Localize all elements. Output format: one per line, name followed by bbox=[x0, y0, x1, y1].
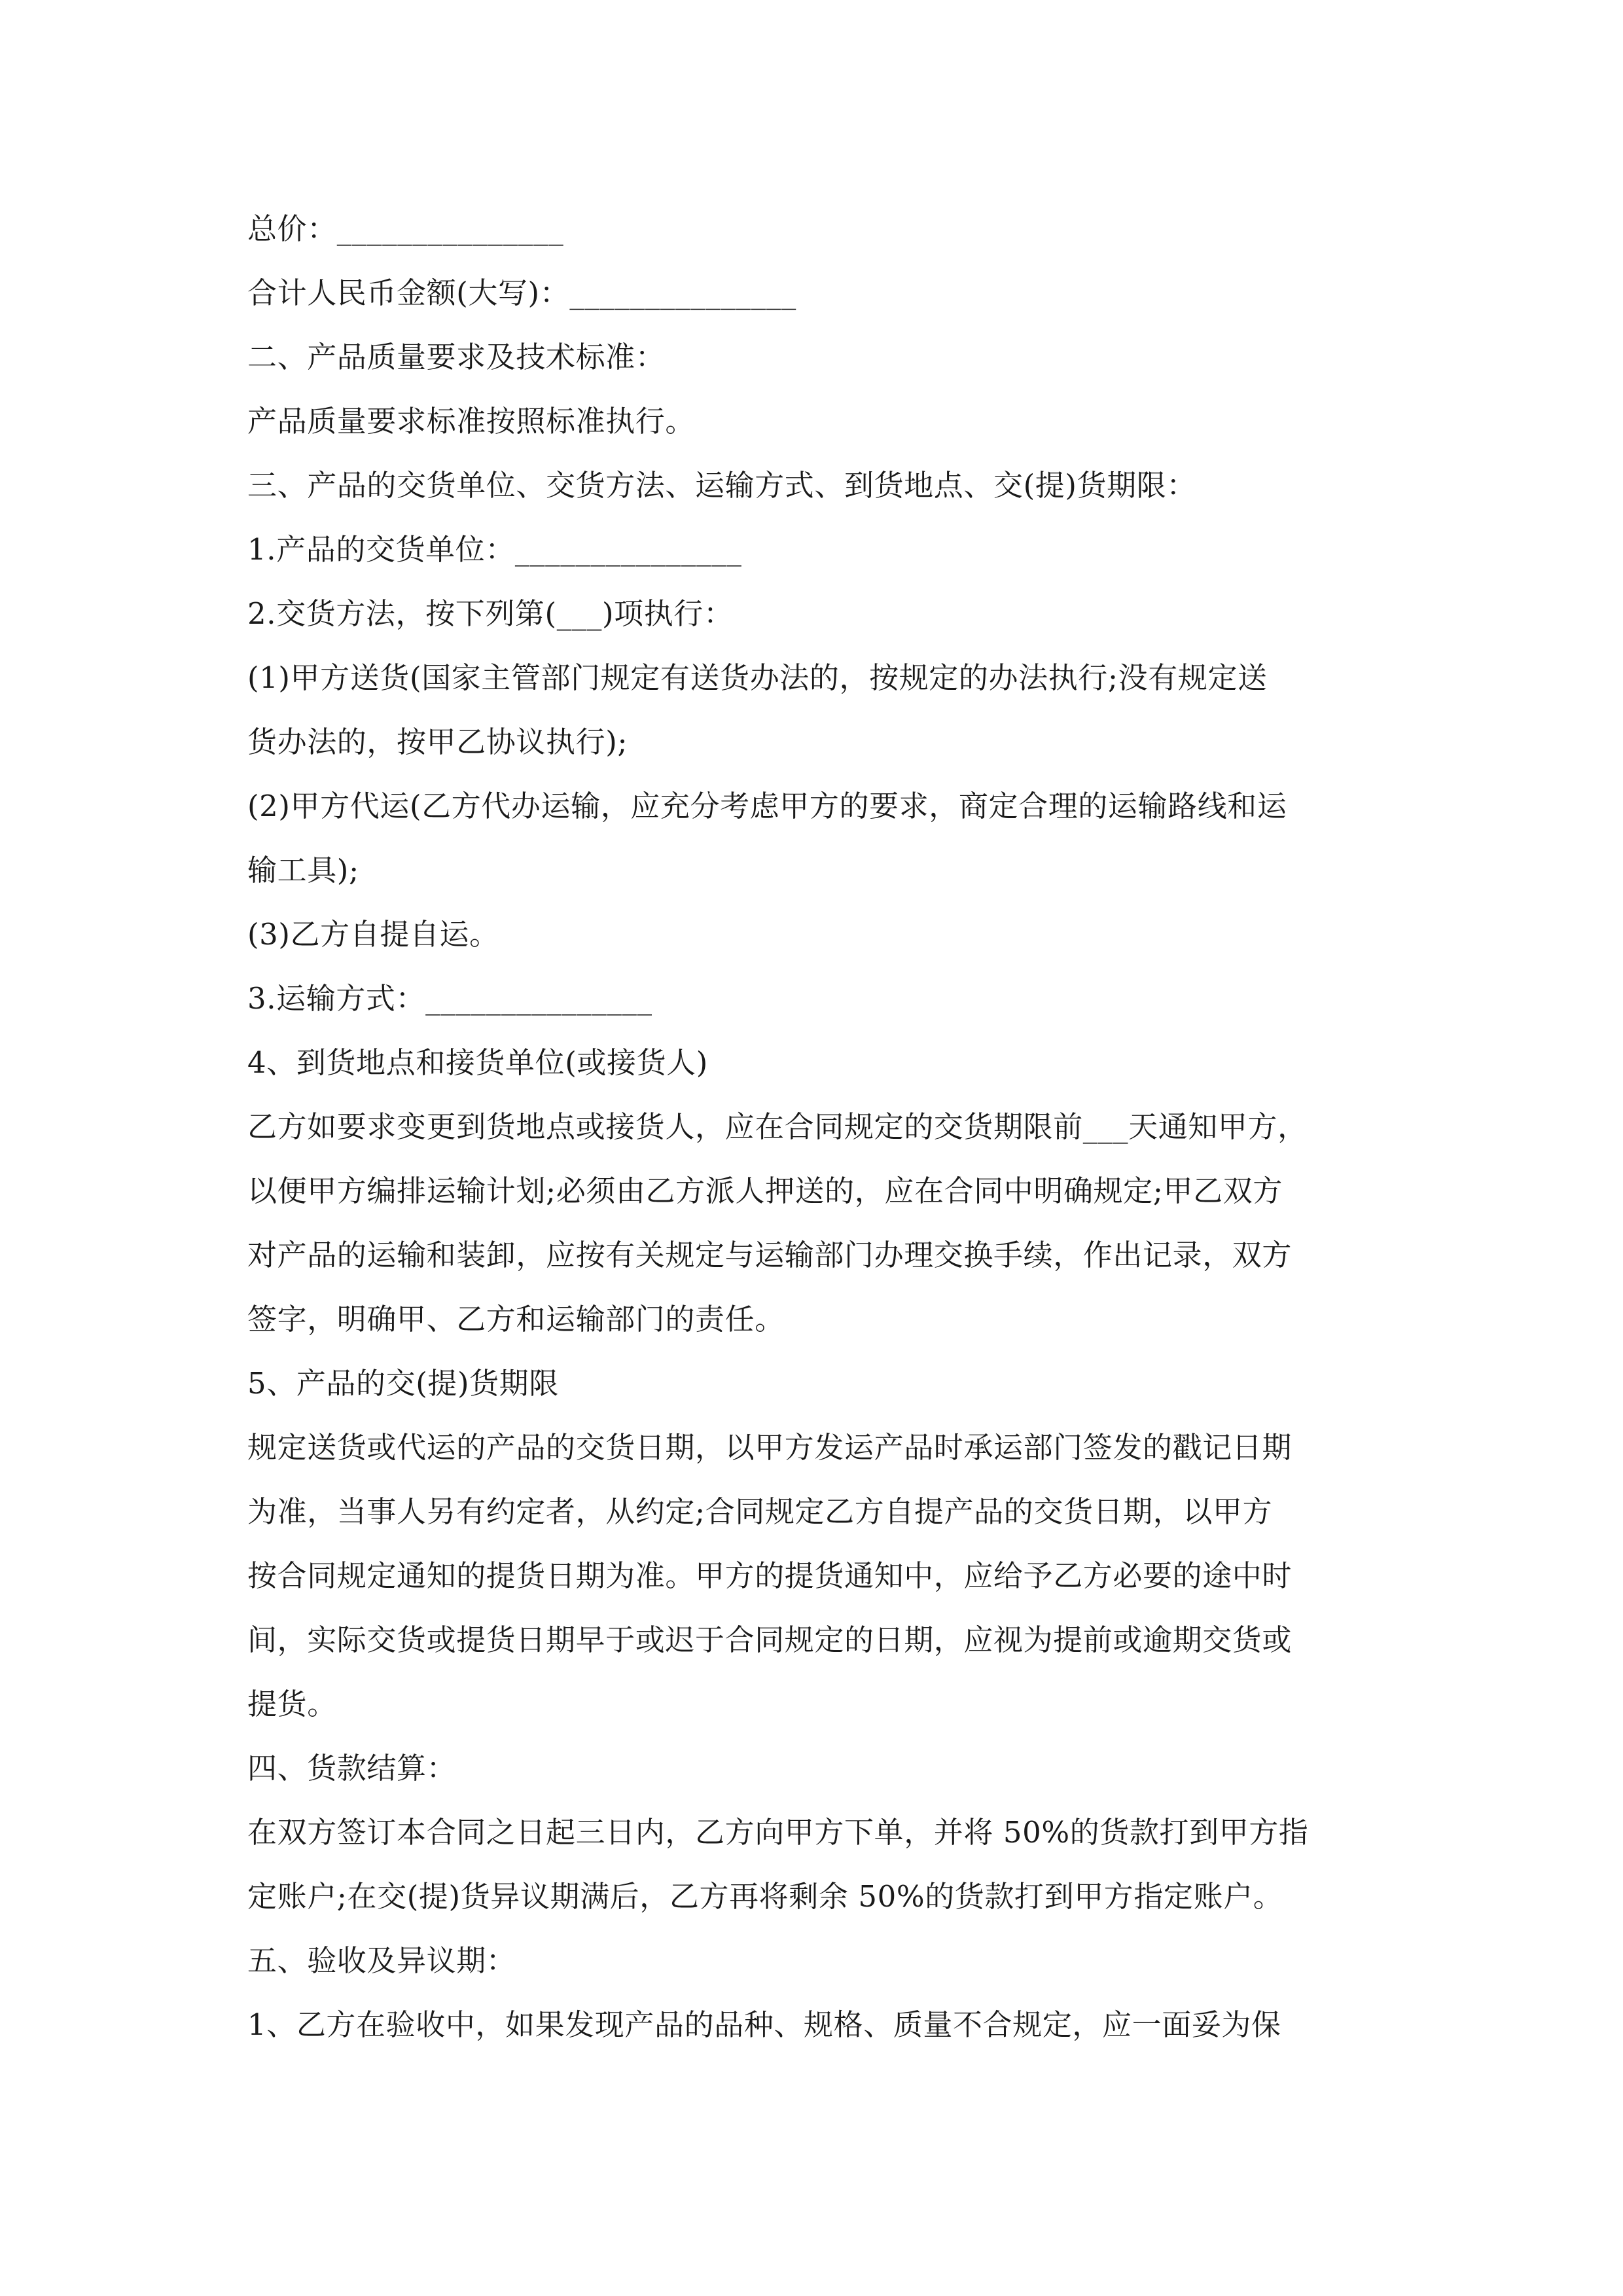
text-line: 签字，明确甲、乙方和运输部门的责任。 bbox=[247, 1302, 785, 1336]
text-line: 2.交货方法，按下列第(___)项执行： bbox=[247, 596, 734, 631]
text-line: 以便甲方编排运输计划;必须由乙方派人押送的，应在合同中明确规定;甲乙双方 bbox=[247, 1174, 1283, 1208]
text-line: 乙方如要求变更到货地点或接货人，应在合同规定的交货期限前___天通知甲方， bbox=[247, 1109, 1308, 1144]
section-heading: 二、产品质量要求及技术标准： bbox=[247, 340, 666, 374]
text-line: 输工具); bbox=[247, 853, 359, 888]
section-heading: 三、产品的交货单位、交货方法、运输方式、到货地点、交(提)货期限： bbox=[247, 468, 1196, 503]
text-line: 规定送货或代运的产品的交货日期，以甲方发运产品时承运部门签发的戳记日期 bbox=[247, 1430, 1293, 1465]
text-line: (3)乙方自提自运。 bbox=[247, 917, 499, 952]
text-line: 产品质量要求标准按照标准执行。 bbox=[247, 404, 696, 439]
section-heading: 五、验收及异议期： bbox=[247, 1943, 516, 1978]
text-line: 定账户;在交(提)货异议期满后，乙方再将剩余 50%的货款打到甲方指定账户。 bbox=[247, 1879, 1283, 1914]
text-line: 提货。 bbox=[247, 1687, 337, 1721]
text-line: 1、乙方在验收中，如果发现产品的品种、规格、质量不合规定，应一面妥为保 bbox=[247, 2007, 1281, 2042]
text-line: 3.运输方式：_______________ bbox=[247, 981, 652, 1016]
section-heading: 5、产品的交(提)货期限 bbox=[247, 1366, 559, 1401]
section-heading: 4、到货地点和接货单位(或接货人) bbox=[247, 1045, 708, 1080]
text-line: 总价：_______________ bbox=[247, 211, 564, 246]
text-line: 按合同规定通知的提货日期为准。甲方的提货通知中，应给予乙方必要的途中时 bbox=[247, 1558, 1293, 1593]
text-line: 在双方签订本合同之日起三日内，乙方向甲方下单，并将 50%的货款打到甲方指 bbox=[247, 1815, 1309, 1850]
text-line: 1.产品的交货单位：_______________ bbox=[247, 532, 742, 567]
text-line: 合计人民币金额(大写)：_______________ bbox=[247, 276, 796, 310]
text-line: (1)甲方送货(国家主管部门规定有送货办法的，按规定的办法执行;没有规定送 bbox=[247, 660, 1268, 695]
text-line: 为准，当事人另有约定者，从约定;合同规定乙方自提产品的交货日期，以甲方 bbox=[247, 1494, 1273, 1529]
text-line: 间，实际交货或提货日期早于或迟于合同规定的日期，应视为提前或逾期交货或 bbox=[247, 1623, 1293, 1657]
text-line: 对产品的运输和装卸，应按有关规定与运输部门办理交换手续，作出记录，双方 bbox=[247, 1238, 1293, 1272]
text-line: 货办法的，按甲乙协议执行); bbox=[247, 725, 628, 759]
text-line: (2)甲方代运(乙方代办运输，应充分考虑甲方的要求，商定合理的运输路线和运 bbox=[247, 789, 1287, 823]
section-heading: 四、货款结算： bbox=[247, 1751, 457, 1785]
